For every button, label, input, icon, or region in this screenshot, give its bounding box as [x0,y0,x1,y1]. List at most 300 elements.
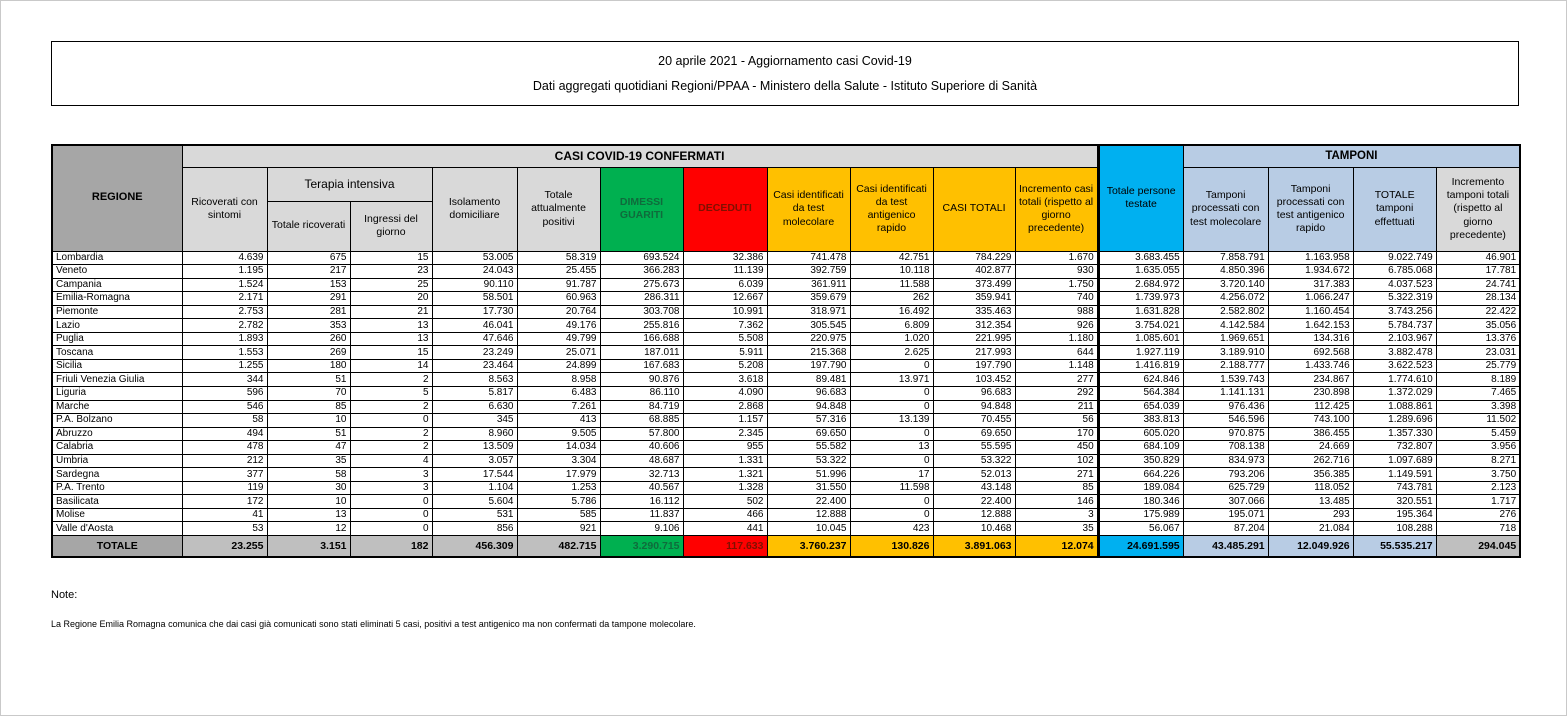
cell-totale-persone-testate: 1.927.119 [1098,346,1183,360]
header-totale-persone-testate: Totale persone testate [1098,145,1183,251]
cell-totale-tamponi-effettuati: 9.022.749 [1353,251,1436,265]
cell-totale-attualmente-positivi: 5.786 [517,495,600,509]
cell-tamponi-test-antigenico: 293 [1268,508,1353,522]
cell-deceduti: 5.911 [683,346,767,360]
region-name: Basilicata [52,495,182,509]
region-name: Campania [52,278,182,292]
cell-isolamento-domiciliare: 856 [432,522,517,536]
totale-label: TOTALE [52,535,182,557]
cell-incremento-casi-totali: 740 [1015,292,1098,306]
cell-incremento-tamponi-totali: 11.502 [1436,414,1520,428]
header-incremento-tamponi-totali: Incremento tamponi totali (rispetto al giorno precedente) [1436,167,1520,251]
cell-tamponi-test-antigenico: 743.100 [1268,414,1353,428]
cell-incremento-tamponi-totali: 13.376 [1436,332,1520,346]
cell-isolamento-domiciliare: 23.249 [432,346,517,360]
cell-terapia-intensiva-totale: 217 [267,265,350,279]
cell-incremento-casi-totali: 211 [1015,400,1098,414]
cell-incremento-tamponi-totali: 3.398 [1436,400,1520,414]
cell-casi-test-molecolare: 10.045 [767,522,850,536]
cell-casi-test-molecolare: 51.996 [767,468,850,482]
cell-terapia-intensiva-totale: 153 [267,278,350,292]
cell-tamponi-test-antigenico: 112.425 [1268,400,1353,414]
cell-casi-test-molecolare: 89.481 [767,373,850,387]
cell-totale-tamponi-effettuati: 3.882.478 [1353,346,1436,360]
table-row [52,454,1520,468]
header-dimessi-guariti: DIMESSI GUARITI [600,167,683,251]
region-name: P.A. Bolzano [52,414,182,428]
cell-ricoverati-con-sintomi: 4.639 [182,251,267,265]
cell-totale-tamponi-effettuati: 1.149.591 [1353,468,1436,482]
cell-isolamento-domiciliare: 8.960 [432,427,517,441]
cell-incremento-tamponi-totali: 28.134 [1436,292,1520,306]
cell-totale-persone-testate: 180.346 [1098,495,1183,509]
cell-tamponi-test-antigenico: 12.049.926 [1268,535,1353,557]
cell-casi-test-antigenico: 0 [850,400,933,414]
cell-tamponi-test-molecolare: 3.720.140 [1183,278,1268,292]
cell-ricoverati-con-sintomi: 2.753 [182,305,267,319]
cell-terapia-intensiva-ingressi: 3 [350,481,432,495]
cell-casi-totali: 22.400 [933,495,1015,509]
cell-totale-persone-testate: 24.691.595 [1098,535,1183,557]
cell-tamponi-test-molecolare: 976.436 [1183,400,1268,414]
header-casi-test-antigenico: Casi identificati da test antigenico rapido [850,167,933,251]
region-name: Veneto [52,265,182,279]
cell-isolamento-domiciliare: 8.563 [432,373,517,387]
region-name: Lombardia [52,251,182,265]
cell-ricoverati-con-sintomi: 596 [182,386,267,400]
cell-casi-test-antigenico: 2.625 [850,346,933,360]
cell-isolamento-domiciliare: 456.309 [432,535,517,557]
cell-terapia-intensiva-ingressi: 14 [350,359,432,373]
cell-deceduti: 441 [683,522,767,536]
cell-terapia-intensiva-ingressi: 5 [350,386,432,400]
cell-casi-test-molecolare: 220.975 [767,332,850,346]
cell-terapia-intensiva-totale: 180 [267,359,350,373]
cell-ricoverati-con-sintomi: 546 [182,400,267,414]
cell-dimessi-guariti: 57.800 [600,427,683,441]
cell-incremento-tamponi-totali: 7.465 [1436,386,1520,400]
cell-isolamento-domiciliare: 58.501 [432,292,517,306]
cell-ricoverati-con-sintomi: 53 [182,522,267,536]
cell-terapia-intensiva-ingressi: 2 [350,441,432,455]
cell-ricoverati-con-sintomi: 344 [182,373,267,387]
cell-dimessi-guariti: 366.283 [600,265,683,279]
cell-totale-attualmente-positivi: 1.253 [517,481,600,495]
cell-tamponi-test-antigenico: 1.934.672 [1268,265,1353,279]
cell-casi-test-antigenico: 11.588 [850,278,933,292]
cell-terapia-intensiva-totale: 13 [267,508,350,522]
region-name: Lazio [52,319,182,333]
cell-totale-tamponi-effettuati: 6.785.068 [1353,265,1436,279]
cell-isolamento-domiciliare: 1.104 [432,481,517,495]
cell-incremento-casi-totali: 102 [1015,454,1098,468]
table-row [52,495,1520,509]
cell-isolamento-domiciliare: 17.730 [432,305,517,319]
cell-deceduti: 10.991 [683,305,767,319]
cell-totale-persone-testate: 1.635.055 [1098,265,1183,279]
cell-totale-persone-testate: 1.085.601 [1098,332,1183,346]
cell-totale-tamponi-effettuati: 1.774.610 [1353,373,1436,387]
cell-terapia-intensiva-ingressi: 182 [350,535,432,557]
header-regione: REGIONE [52,145,182,251]
cell-isolamento-domiciliare: 3.057 [432,454,517,468]
cell-tamponi-test-molecolare: 708.138 [1183,441,1268,455]
cell-incremento-casi-totali: 35 [1015,522,1098,536]
cell-casi-totali: 96.683 [933,386,1015,400]
cell-tamponi-test-antigenico: 134.316 [1268,332,1353,346]
cell-deceduti: 3.618 [683,373,767,387]
cell-casi-totali: 43.148 [933,481,1015,495]
band-casi-confermati: CASI COVID-19 CONFERMATI [182,145,1098,167]
cell-tamponi-test-antigenico: 1.642.153 [1268,319,1353,333]
table-row [52,481,1520,495]
band-tamponi: TAMPONI [1183,145,1520,167]
cell-totale-persone-testate: 3.754.021 [1098,319,1183,333]
cell-casi-test-molecolare: 69.650 [767,427,850,441]
cell-terapia-intensiva-totale: 47 [267,441,350,455]
cell-totale-attualmente-positivi: 20.764 [517,305,600,319]
region-name: Puglia [52,332,182,346]
cell-terapia-intensiva-ingressi: 25 [350,278,432,292]
cell-terapia-intensiva-totale: 353 [267,319,350,333]
table-row [52,400,1520,414]
cell-casi-totali: 52.013 [933,468,1015,482]
cell-totale-attualmente-positivi: 9.505 [517,427,600,441]
header-totale-attualmente-positivi: Totale attualmente positivi [517,167,600,251]
report-title-line1: 20 aprile 2021 - Aggiornamento casi Covid-19 [658,53,912,68]
cell-casi-test-antigenico: 130.826 [850,535,933,557]
cell-tamponi-test-antigenico: 234.867 [1268,373,1353,387]
cell-casi-test-antigenico: 13.971 [850,373,933,387]
cell-casi-test-molecolare: 57.316 [767,414,850,428]
cell-casi-totali: 12.888 [933,508,1015,522]
cell-incremento-casi-totali: 1.180 [1015,332,1098,346]
cell-casi-test-antigenico: 0 [850,495,933,509]
table-row [52,522,1520,536]
cell-isolamento-domiciliare: 24.043 [432,265,517,279]
cell-deceduti: 2.868 [683,400,767,414]
cell-totale-tamponi-effettuati: 320.551 [1353,495,1436,509]
cell-totale-tamponi-effettuati: 2.103.967 [1353,332,1436,346]
cell-tamponi-test-antigenico: 1.066.247 [1268,292,1353,306]
cell-totale-tamponi-effettuati: 5.784.737 [1353,319,1436,333]
cell-terapia-intensiva-ingressi: 13 [350,332,432,346]
cell-totale-persone-testate: 2.684.972 [1098,278,1183,292]
cell-isolamento-domiciliare: 17.544 [432,468,517,482]
region-name: Toscana [52,346,182,360]
cell-ricoverati-con-sintomi: 494 [182,427,267,441]
cell-terapia-intensiva-totale: 291 [267,292,350,306]
cell-dimessi-guariti: 187.011 [600,346,683,360]
cell-terapia-intensiva-ingressi: 15 [350,346,432,360]
cell-terapia-intensiva-ingressi: 13 [350,319,432,333]
cell-deceduti: 466 [683,508,767,522]
cell-tamponi-test-antigenico: 1.163.958 [1268,251,1353,265]
cell-incremento-casi-totali: 292 [1015,386,1098,400]
cell-dimessi-guariti: 68.885 [600,414,683,428]
cell-terapia-intensiva-totale: 58 [267,468,350,482]
cell-casi-test-antigenico: 10.118 [850,265,933,279]
cell-terapia-intensiva-totale: 10 [267,495,350,509]
cell-totale-tamponi-effettuati: 55.535.217 [1353,535,1436,557]
cell-tamponi-test-antigenico: 24.669 [1268,441,1353,455]
cell-casi-test-antigenico: 0 [850,454,933,468]
cell-totale-tamponi-effettuati: 3.622.523 [1353,359,1436,373]
cell-deceduti: 1.157 [683,414,767,428]
cell-totale-tamponi-effettuati: 195.364 [1353,508,1436,522]
cell-totale-attualmente-positivi: 60.963 [517,292,600,306]
cell-casi-test-molecolare: 53.322 [767,454,850,468]
cell-deceduti: 955 [683,441,767,455]
cell-tamponi-test-molecolare: 195.071 [1183,508,1268,522]
table-row [52,292,1520,306]
header-ricoverati-con-sintomi: Ricoverati con sintomi [182,167,267,251]
cell-totale-tamponi-effettuati: 5.322.319 [1353,292,1436,306]
header-ti-totale-ricoverati: Totale ricoverati [267,201,350,251]
cell-isolamento-domiciliare: 90.110 [432,278,517,292]
cell-tamponi-test-antigenico: 262.716 [1268,454,1353,468]
cell-incremento-casi-totali: 1.670 [1015,251,1098,265]
cell-totale-attualmente-positivi: 14.034 [517,441,600,455]
cell-totale-attualmente-positivi: 58.319 [517,251,600,265]
cell-incremento-casi-totali: 56 [1015,414,1098,428]
cell-deceduti: 2.345 [683,427,767,441]
cell-isolamento-domiciliare: 5.604 [432,495,517,509]
cell-dimessi-guariti: 255.816 [600,319,683,333]
header-totale-tamponi-effettuati: TOTALE tamponi effettuati [1353,167,1436,251]
cell-terapia-intensiva-totale: 85 [267,400,350,414]
cell-tamponi-test-molecolare: 1.539.743 [1183,373,1268,387]
totale-row [52,535,1520,557]
cell-casi-test-molecolare: 96.683 [767,386,850,400]
cell-terapia-intensiva-totale: 70 [267,386,350,400]
cell-incremento-tamponi-totali: 22.422 [1436,305,1520,319]
cell-tamponi-test-antigenico: 317.383 [1268,278,1353,292]
cell-casi-test-antigenico: 13 [850,441,933,455]
cell-dimessi-guariti: 90.876 [600,373,683,387]
cell-totale-attualmente-positivi: 25.455 [517,265,600,279]
table-row [52,251,1520,265]
cell-totale-tamponi-effettuati: 1.097.689 [1353,454,1436,468]
cell-casi-test-molecolare: 55.582 [767,441,850,455]
cell-deceduti: 7.362 [683,319,767,333]
cell-casi-test-antigenico: 1.020 [850,332,933,346]
cell-isolamento-domiciliare: 23.464 [432,359,517,373]
cell-deceduti: 1.328 [683,481,767,495]
cell-totale-persone-testate: 1.631.828 [1098,305,1183,319]
cell-casi-test-molecolare: 359.679 [767,292,850,306]
cell-casi-test-antigenico: 0 [850,427,933,441]
cell-totale-persone-testate: 624.846 [1098,373,1183,387]
cell-tamponi-test-molecolare: 43.485.291 [1183,535,1268,557]
notes-title: Note: [51,589,78,601]
band-row [52,145,1520,167]
cell-terapia-intensiva-totale: 269 [267,346,350,360]
report-header [51,41,1519,106]
cell-tamponi-test-molecolare: 793.206 [1183,468,1268,482]
cell-totale-persone-testate: 350.829 [1098,454,1183,468]
cell-dimessi-guariti: 40.567 [600,481,683,495]
cell-dimessi-guariti: 693.524 [600,251,683,265]
cell-terapia-intensiva-ingressi: 15 [350,251,432,265]
cell-casi-totali: 221.995 [933,332,1015,346]
cell-tamponi-test-antigenico: 1.433.746 [1268,359,1353,373]
cell-terapia-intensiva-totale: 35 [267,454,350,468]
cell-tamponi-test-molecolare: 1.969.651 [1183,332,1268,346]
header-incremento-casi-totali: Incremento casi totali (rispetto al giorno precedente) [1015,167,1098,251]
cell-totale-attualmente-positivi: 24.899 [517,359,600,373]
cell-tamponi-test-molecolare: 834.973 [1183,454,1268,468]
cell-totale-attualmente-positivi: 585 [517,508,600,522]
cell-casi-totali: 94.848 [933,400,1015,414]
cell-tamponi-test-molecolare: 4.142.584 [1183,319,1268,333]
cell-casi-test-antigenico: 262 [850,292,933,306]
cell-incremento-casi-totali: 644 [1015,346,1098,360]
cell-ricoverati-con-sintomi: 377 [182,468,267,482]
cell-dimessi-guariti: 16.112 [600,495,683,509]
cell-terapia-intensiva-totale: 51 [267,373,350,387]
cell-incremento-tamponi-totali: 24.741 [1436,278,1520,292]
cell-ricoverati-con-sintomi: 1.553 [182,346,267,360]
cell-totale-persone-testate: 664.226 [1098,468,1183,482]
cell-casi-test-molecolare: 741.478 [767,251,850,265]
cell-tamponi-test-antigenico: 21.084 [1268,522,1353,536]
cell-casi-totali: 784.229 [933,251,1015,265]
table-row [52,332,1520,346]
cell-tamponi-test-antigenico: 230.898 [1268,386,1353,400]
cell-casi-totali: 373.499 [933,278,1015,292]
cell-incremento-tamponi-totali: 17.781 [1436,265,1520,279]
cell-casi-totali: 3.891.063 [933,535,1015,557]
cell-isolamento-domiciliare: 13.509 [432,441,517,455]
cell-incremento-tamponi-totali: 23.031 [1436,346,1520,360]
region-name: Marche [52,400,182,414]
cell-dimessi-guariti: 9.106 [600,522,683,536]
cell-incremento-casi-totali: 170 [1015,427,1098,441]
cell-terapia-intensiva-totale: 10 [267,414,350,428]
cell-tamponi-test-molecolare: 1.141.131 [1183,386,1268,400]
cell-ricoverati-con-sintomi: 1.195 [182,265,267,279]
header-casi-test-molecolare: Casi identificati da test molecolare [767,167,850,251]
cell-incremento-tamponi-totali: 3.956 [1436,441,1520,455]
cell-casi-test-molecolare: 197.790 [767,359,850,373]
cell-incremento-casi-totali: 85 [1015,481,1098,495]
cell-casi-totali: 335.463 [933,305,1015,319]
cell-incremento-tamponi-totali: 8.271 [1436,454,1520,468]
cell-incremento-casi-totali: 12.074 [1015,535,1098,557]
header-casi-totali: CASI TOTALI [933,167,1015,251]
cell-totale-attualmente-positivi: 17.979 [517,468,600,482]
cell-totale-tamponi-effettuati: 743.781 [1353,481,1436,495]
header-deceduti: DECEDUTI [683,167,767,251]
cell-casi-test-molecolare: 94.848 [767,400,850,414]
cell-terapia-intensiva-totale: 51 [267,427,350,441]
table-row [52,508,1520,522]
cell-tamponi-test-molecolare: 2.582.802 [1183,305,1268,319]
cell-totale-attualmente-positivi: 413 [517,414,600,428]
cell-incremento-tamponi-totali: 25.779 [1436,359,1520,373]
cell-casi-test-molecolare: 215.368 [767,346,850,360]
cell-incremento-casi-totali: 3 [1015,508,1098,522]
cell-casi-test-antigenico: 423 [850,522,933,536]
cell-casi-test-molecolare: 392.759 [767,265,850,279]
cell-terapia-intensiva-ingressi: 20 [350,292,432,306]
cell-terapia-intensiva-ingressi: 2 [350,373,432,387]
cell-terapia-intensiva-ingressi: 4 [350,454,432,468]
cell-casi-totali: 359.941 [933,292,1015,306]
cell-totale-attualmente-positivi: 7.261 [517,400,600,414]
cell-totale-persone-testate: 684.109 [1098,441,1183,455]
cell-casi-totali: 217.993 [933,346,1015,360]
cell-totale-attualmente-positivi: 91.787 [517,278,600,292]
cell-incremento-casi-totali: 930 [1015,265,1098,279]
cell-ricoverati-con-sintomi: 119 [182,481,267,495]
region-name: Abruzzo [52,427,182,441]
cell-casi-totali: 103.452 [933,373,1015,387]
cell-dimessi-guariti: 3.290.715 [600,535,683,557]
cell-totale-tamponi-effettuati: 732.807 [1353,441,1436,455]
cell-totale-attualmente-positivi: 8.958 [517,373,600,387]
cell-terapia-intensiva-ingressi: 23 [350,265,432,279]
table-body [52,251,1520,535]
cell-incremento-tamponi-totali: 276 [1436,508,1520,522]
cell-casi-test-antigenico: 6.809 [850,319,933,333]
cell-terapia-intensiva-totale: 260 [267,332,350,346]
cell-terapia-intensiva-ingressi: 0 [350,508,432,522]
cell-incremento-tamponi-totali: 294.045 [1436,535,1520,557]
table-row [52,386,1520,400]
covid-data-table [51,144,1521,558]
table-row [52,278,1520,292]
cell-ricoverati-con-sintomi: 1.524 [182,278,267,292]
cell-incremento-casi-totali: 146 [1015,495,1098,509]
cell-totale-tamponi-effettuati: 1.289.696 [1353,414,1436,428]
cell-totale-tamponi-effettuati: 108.288 [1353,522,1436,536]
cell-totale-persone-testate: 56.067 [1098,522,1183,536]
cell-tamponi-test-molecolare: 4.850.396 [1183,265,1268,279]
cell-terapia-intensiva-ingressi: 2 [350,400,432,414]
cell-incremento-tamponi-totali: 5.459 [1436,427,1520,441]
cell-totale-attualmente-positivi: 6.483 [517,386,600,400]
cell-ricoverati-con-sintomi: 2.171 [182,292,267,306]
cell-casi-test-antigenico: 0 [850,386,933,400]
cell-tamponi-test-molecolare: 4.256.072 [1183,292,1268,306]
cell-casi-test-molecolare: 22.400 [767,495,850,509]
cell-terapia-intensiva-ingressi: 21 [350,305,432,319]
cell-totale-attualmente-positivi: 49.176 [517,319,600,333]
cell-deceduti: 502 [683,495,767,509]
region-name: Friuli Venezia Giulia [52,373,182,387]
cell-totale-tamponi-effettuati: 4.037.523 [1353,278,1436,292]
cell-casi-test-molecolare: 361.911 [767,278,850,292]
cell-casi-test-molecolare: 12.888 [767,508,850,522]
region-name: Calabria [52,441,182,455]
cell-ricoverati-con-sintomi: 58 [182,414,267,428]
cell-incremento-casi-totali: 1.750 [1015,278,1098,292]
region-name: Piemonte [52,305,182,319]
header-isolamento-domiciliare: Isolamento domiciliare [432,167,517,251]
cell-totale-persone-testate: 564.384 [1098,386,1183,400]
cell-isolamento-domiciliare: 5.817 [432,386,517,400]
cell-casi-totali: 312.354 [933,319,1015,333]
cell-tamponi-test-molecolare: 625.729 [1183,481,1268,495]
cell-deceduti: 12.667 [683,292,767,306]
cell-ricoverati-con-sintomi: 2.782 [182,319,267,333]
cell-terapia-intensiva-ingressi: 0 [350,495,432,509]
table-row [52,441,1520,455]
cell-totale-attualmente-positivi: 482.715 [517,535,600,557]
cell-tamponi-test-antigenico: 13.485 [1268,495,1353,509]
